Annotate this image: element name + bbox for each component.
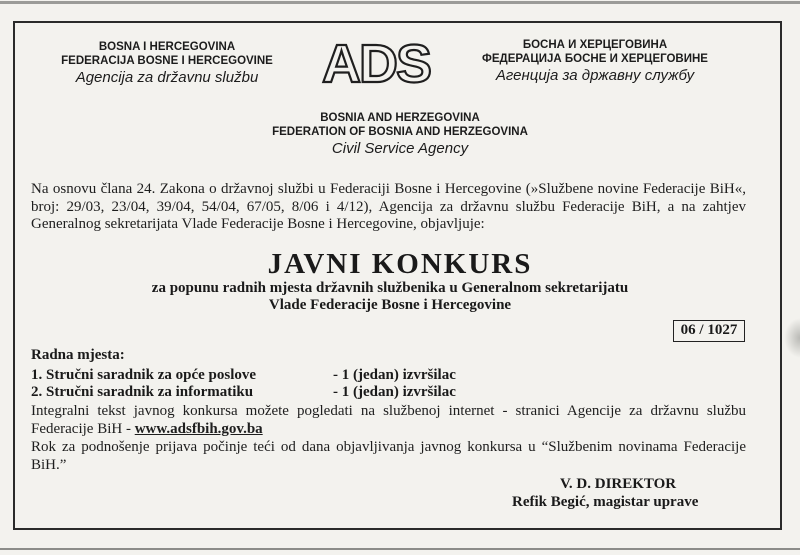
header-right [450,38,740,85]
header-english-line1: BOSNIA AND HERZEGOVINA [320,112,480,124]
intro-paragraph: Na osnovu člana 24. Zakona o državnoj službi u Federaciji Bosne i Hercegovine (»Službene novine Federacije BiH«, broj: 29/03, 23/04, 39/04, 54/04, 67/05, 8/06 i 4/12), Agencija za državnu službu Federacije BiH, a na zahtjev Generalnog sekretarijata Vlade Federacije Bosne i Hercegovine, objavljuje: [31,181,746,232]
integral-text: Integralni tekst javnog konkursa možete pogledati na službenoj internet - stranici Agencije za državnu službu Federacije BiH - [31,403,746,437]
signature-title: V. D. DIREKTOR [560,476,677,492]
header-right-line3: Агенција за државну службу [495,67,695,84]
header-right-line2: ФЕДЕРАЦИЈА БОСНЕ И ХЕРЦЕГОВИНЕ [482,53,708,65]
header-left-line2: FEDERACIJA BOSNE I HERCEGOVINE [61,55,273,67]
position-2-count: - 1 (jedan) izvršilac [333,384,456,400]
reference-number: 06 / 1027 [673,320,745,342]
header-english [200,111,600,158]
subtitle-line2: Vlade Federacije Bosne i Hercegovine [268,297,512,313]
page-edge-shadow [784,318,800,358]
header-english-line3: Civil Service Agency [331,140,469,157]
ads-logo-graphic [312,36,440,88]
ads-logo [312,36,440,88]
positions-heading: Radna mjesta: [31,347,125,363]
position-1-count: - 1 (jedan) izvršilac [333,367,456,383]
header-left-line3: Agencija za državnu službu [75,69,259,86]
position-2-label: 2. Stručni saradnik za informatiku [31,384,254,400]
header-english-line2: FEDERATION OF BOSNIA AND HERZEGOVINA [272,126,528,138]
deadline-paragraph: Rok za podnošenje prijava počinje teći od dana objavljivanja javnog konkursa u “Službenim novinama Federacije BiH.” [31,439,746,473]
website-link[interactable]: www.adsfbih.gov.ba [134,420,263,437]
top-rule [0,1,800,4]
header-right-line1: БОСНА И ХЕРЦЕГОВИНА [522,39,668,51]
position-1-label: 1. Stručni saradnik za opće poslove [31,367,257,383]
integral-text-paragraph [31,403,746,438]
announcement-title: JAVNI KONKURS [267,248,533,280]
header-left [22,40,312,87]
subtitle-line1: za popunu radnih mjesta državnih službenika u Generalnom sekretarijatu [151,280,629,296]
bottom-rule [0,548,800,550]
header-left-line1: BOSNA I HERCEGOVINA [98,41,236,53]
signature-name: Refik Begić, magistar uprave [512,494,699,510]
logo-text: ADS [321,36,431,88]
